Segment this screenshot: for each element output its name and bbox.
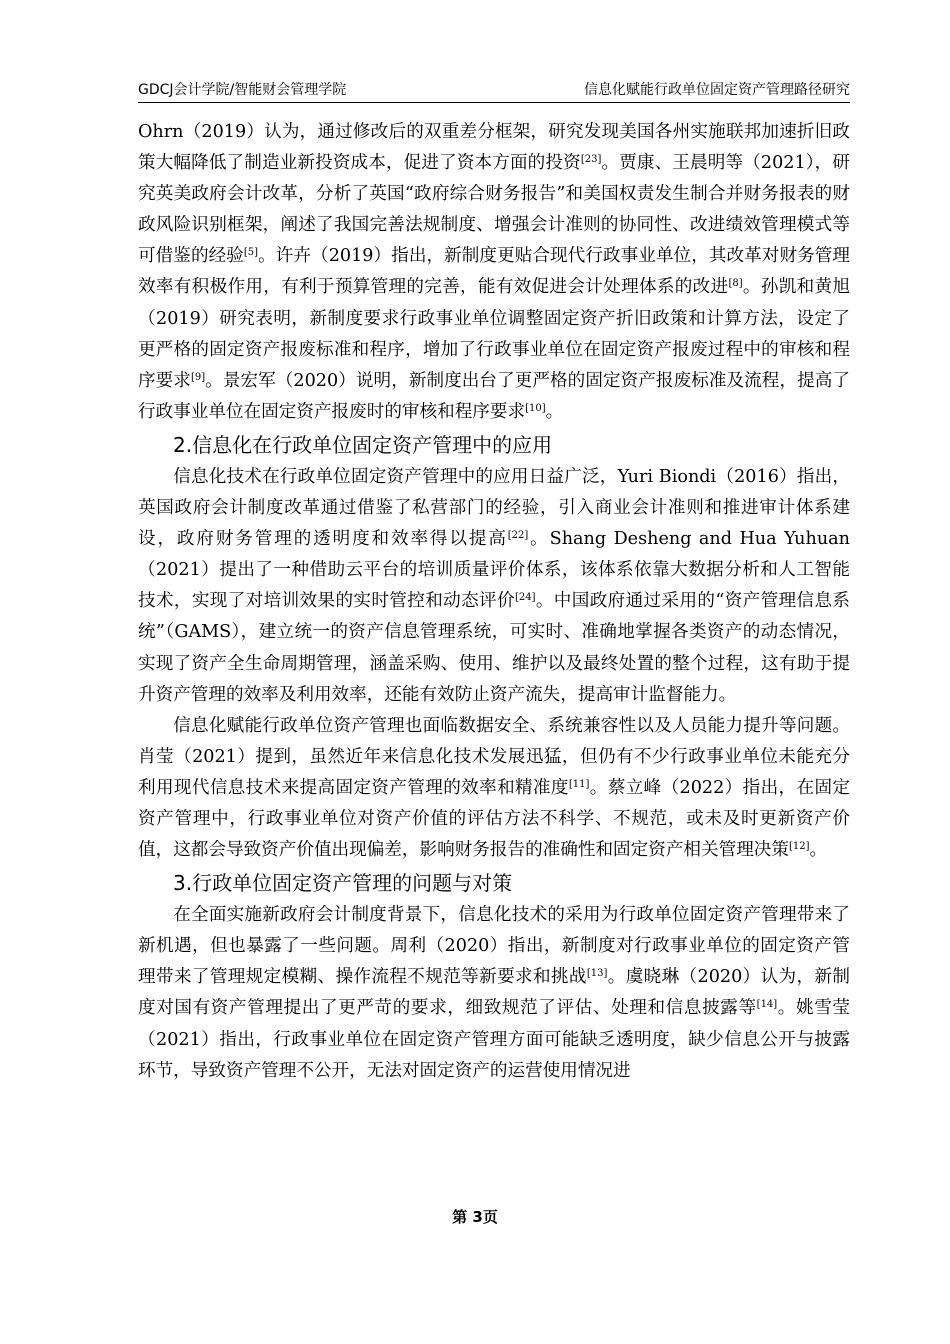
paragraph-informatization-application (138, 462, 850, 711)
header-institution: GDCJ会计学院/智能财会管理学院 (138, 82, 347, 98)
text-run: 。中国政府通过采用的“资产管理信息系统”（GAMS），建立统一的资产信息管理系统，可实时、准确地掌握各类资产的动态情况，实现了资产全生命周期管理，涵盖采购、使用、维护以及最终处置的整个过程，这有助于提升资产管理的效率及利用效率，还能有效防止资产流失，提高审计监督能力。 (138, 591, 850, 705)
text-run: 。景宏军（2020）说明，新制度出台了更严格的固定资产报废标准及流程，提高了行政事业单位在固定资产报废时的审核和程序要求 (138, 370, 850, 422)
text-run: 。 (809, 840, 828, 861)
text-run: 。孙凯和黄旭（2019）研究表明，新制度要求行政事业单位调整固定资产折旧政策和计算方法，设定了更严格的固定资产报废标准和程序，增加了行政事业单位在固定资产报废过程中的审核和程序要求 (138, 277, 850, 391)
text-run: 。贾康、王晨明等（2021），研究英美政府会计改革，分析了英国“政府综合财务报告”和美国权责发生制合并财务报表的财政风险识别框架，阐述了我国完善法规制度、增强会计准则的协同性、改进绩效管理模式等可借鉴的经验 (138, 153, 850, 267)
citation-ref: [10] (525, 402, 546, 414)
citation-ref: [24] (514, 592, 536, 604)
text-run: 。虞晓琳（2020）认为，新制度对国有资产管理提出了更严苛的要求，细致规范了评估、处理和信息披露等 (138, 967, 850, 1019)
text-run: 在全面实施新政府会计制度背景下，信息化技术的采用为行政单位固定资产管理带来了新机遇，但也暴露了一些问题。周利（2020）指出，新制度对行政事业单位的固定资产管理带来了管理规定模糊、操作流程不规范等新要求和挑战 (138, 905, 850, 988)
body-text (138, 117, 850, 1087)
citation-ref: [23] (580, 154, 602, 166)
page-number: 第 3页 (452, 1208, 498, 1226)
running-header (138, 79, 850, 101)
citation-ref: [12] (788, 841, 810, 853)
section-heading-2: 2.信息化在行政单位固定资产管理中的应用 (173, 432, 553, 457)
citation-ref: [9] (190, 371, 206, 383)
text-run: 。蔡立峰（2022）指出，在固定资产管理中，行政事业单位对资产价值的评估方法不科学、不规范，或未及时更新资产价值，这都会导致资产价值出现偏差，影响财务报告的准确性和固定资产相关管理决策 (138, 777, 850, 861)
citation-ref: [5] (243, 247, 259, 259)
paragraph-literature-review (138, 117, 850, 428)
text-run: 。许卉（2019）指出，新制度更贴合现代行政事业单位，其改革对财务管理效率有积极作用，有利于预算管理的完善，能有效促进会计处理体系的改进 (138, 246, 850, 298)
text-run: 信息化技术在行政单位固定资产管理中的应用日益广泛，Yuri Biondi（2016）指出，英国政府会计制度改革通过借鉴了私营部门的经验，引入商业会计准则和推进审计体系建设，政府财务管理的透明度和效率得以提高 (138, 466, 850, 550)
section-heading-3: 3.行政单位固定资产管理的问题与对策 (173, 871, 513, 896)
text-run: 。Shang Desheng and Hua Yuhuan（2021）提出了一种借助云平台的培训质量评价体系，该体系依靠大数据分析和人工智能技术，实现了对培训效果的实时管控和动态评价 (138, 529, 850, 612)
text-run: Ohrn（2019）认为，通过修改后的双重差分框架，研究发现美国各州实施联邦加速折旧政策大幅降低了制造业新投资成本，促进了资本方面的投资 (138, 122, 850, 174)
citation-ref: [14] (756, 999, 778, 1011)
header-divider (138, 102, 850, 103)
citation-ref: [22] (507, 530, 529, 542)
paragraph-challenges (138, 711, 850, 866)
citation-ref: [11] (568, 778, 590, 790)
citation-ref: [8] (728, 278, 743, 290)
citation-ref: [13] (586, 968, 608, 980)
text-run: 信息化赋能行政单位资产管理也面临数据安全、系统兼容性以及人员能力提升等问题。肖莹（2021）提到，虽然近年来信息化技术发展迅猛，但仍有不少行政事业单位未能充分利用现代信息技术来提高固定资产管理的效率和精准度 (138, 715, 850, 798)
header-paper-title: 信息化赋能行政单位固定资产管理路径研究 (584, 82, 850, 98)
text-run: 。姚雪莹（2021）指出，行政事业单位在固定资产管理方面可能缺乏透明度，缺少信息公开与披露环节，导致资产管理不公开，无法对固定资产的运营使用情况进 (138, 998, 850, 1081)
paragraph-problems-countermeasures (138, 900, 850, 1087)
text-run: 。 (545, 401, 564, 422)
